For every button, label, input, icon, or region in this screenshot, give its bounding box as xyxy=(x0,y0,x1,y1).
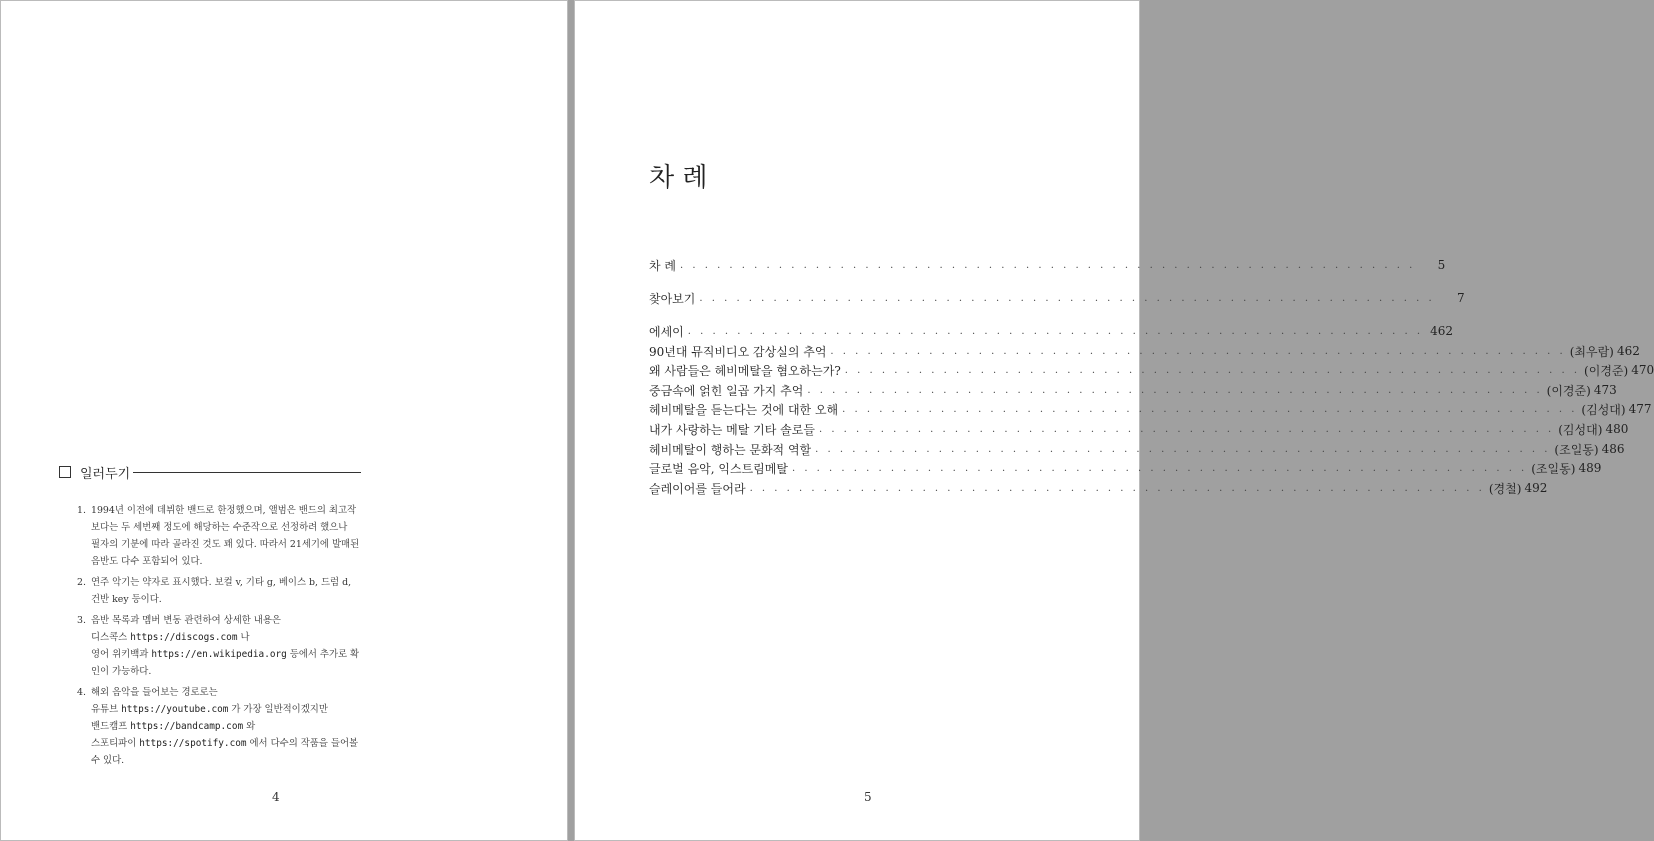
page-number-left: 4 xyxy=(272,790,280,804)
heading-rule xyxy=(133,472,361,473)
dot-leader: . . . . . . . . . . . . . . . . . . . . . . . . . . . . . . . . . . . . . . . . . . . . . . . . . . . . . . . . . . . . xyxy=(818,423,1555,435)
note-text-segment: 스포티파이 xyxy=(91,738,140,749)
note-text xyxy=(91,502,367,570)
toc-entry-author: (이경준) xyxy=(1546,383,1591,398)
notes-list xyxy=(77,502,367,773)
toc-entry[interactable] xyxy=(649,381,1617,399)
toc-entry[interactable] xyxy=(649,342,1640,360)
toc-entry-author: (조일동) xyxy=(1531,461,1576,476)
note-text xyxy=(91,574,367,608)
note-item xyxy=(77,502,367,570)
toc-entry-page: 492 xyxy=(1524,481,1548,495)
toc-entry[interactable] xyxy=(649,420,1629,438)
note-text-segment: 영어 위키백과 xyxy=(91,649,152,660)
toc-entry-author: (김성대) xyxy=(1558,422,1603,437)
note-line xyxy=(91,701,367,718)
toc-entry[interactable] xyxy=(649,459,1602,477)
note-line: 보다는 두 세번째 정도에 해당하는 수준작으로 선정하려 했으나 xyxy=(91,522,348,533)
toc-entry-page: 7 xyxy=(1457,291,1465,305)
note-line: 1994년 이전에 데뷔한 밴드로 한정했으며, 앨범은 밴드의 최고작 xyxy=(91,505,357,516)
note-text-segment: 나 xyxy=(237,632,250,643)
toc-entry-author: (최우람) xyxy=(1569,344,1614,359)
discogs-url: https://discogs.com xyxy=(130,632,238,643)
toc-title: 차 례 xyxy=(649,163,708,193)
note-number: 3. xyxy=(77,615,86,626)
toc-entry-title: 찾아보기 xyxy=(649,291,696,306)
toc-entry[interactable] xyxy=(649,479,1548,497)
toc-entry-page: 480 xyxy=(1605,422,1629,436)
toc-entry[interactable] xyxy=(649,440,1625,458)
toc-entry-author: (조일동) xyxy=(1554,442,1599,457)
dot-leader: . . . . . . . . . . . . . . . . . . . . . . . . . . . . . . . . . . . . . . . . . . . . . . . . . . . . . . . . . . . . xyxy=(680,259,1416,271)
wikipedia-url: https://en.wikipedia.org xyxy=(151,649,287,660)
toc-entry-title: 슬레이어를 들어라 xyxy=(649,481,746,496)
dot-leader: . . . . . . . . . . . . . . . . . . . . . . . . . . . . . . . . . . . . . . . . . . . . . . . . . . . . . . . . . . . . xyxy=(687,325,1424,337)
note-item xyxy=(77,574,367,608)
note-text xyxy=(91,684,367,769)
toc-entry-page: 462 xyxy=(1616,344,1640,358)
note-line xyxy=(91,646,367,663)
toc-entry-author: (경철) xyxy=(1488,481,1522,496)
note-line xyxy=(91,735,367,752)
toc-entry-page: 5 xyxy=(1437,258,1446,272)
toc-entry-page: 462 xyxy=(1430,324,1454,338)
note-line xyxy=(91,718,367,735)
note-number: 2. xyxy=(77,577,86,588)
toc-entry[interactable] xyxy=(649,361,1654,379)
note-item xyxy=(77,684,367,769)
note-line: 수 있다. xyxy=(91,755,125,766)
right-page xyxy=(574,0,1654,841)
toc-entry-title: 중금속에 얽힌 일곱 가지 추억 xyxy=(649,383,804,398)
dot-leader: . . . . . . . . . . . . . . . . . . . . . . . . . . . . . . . . . . . . . . . . . . . . . . . . . . . . . . . . . . . . xyxy=(844,364,1581,376)
toc-entry-page: 473 xyxy=(1593,383,1617,397)
dot-leader: . . . . . . . . . . . . . . . . . . . . . . . . . . . . . . . . . . . . . . . . . . . . . . . . . . . . . . . . . . . . xyxy=(815,443,1551,455)
left-page xyxy=(0,0,568,841)
toc-entry[interactable] xyxy=(649,256,1446,274)
toc-entry-title: 내가 사랑하는 메탈 기타 솔로들 xyxy=(649,422,815,437)
toc-entry-title: 글로벌 음악, 익스트림메탈 xyxy=(649,461,788,476)
toc-entry-title: 90년대 뮤직비디오 감상실의 추억 xyxy=(649,344,827,359)
note-text-segment: 밴드캠프 xyxy=(91,721,131,732)
note-line: 음반 목록과 멤버 변동 관련하여 상세한 내용은 xyxy=(91,615,281,626)
spotify-url: https://spotify.com xyxy=(139,738,247,749)
toc-entry-author: (이경준) xyxy=(1584,363,1629,378)
note-text-segment: 등에서 추가로 확 xyxy=(286,649,360,660)
note-text-segment: 디스콕스 xyxy=(91,632,131,643)
toc-entry-title: 헤비메탈이 행하는 문화적 역할 xyxy=(649,442,812,457)
dot-leader: . . . . . . . . . . . . . . . . . . . . . . . . . . . . . . . . . . . . . . . . . . . . . . . . . . . . . . . . . . . . xyxy=(807,384,1543,396)
note-line xyxy=(91,629,367,646)
note-line: 인이 가능하다. xyxy=(91,666,152,677)
note-text-segment: 가 가장 일반적이겠지만 xyxy=(228,704,328,715)
toc-entry-title: 차 례 xyxy=(649,258,676,273)
note-number: 1. xyxy=(77,505,86,516)
note-text xyxy=(91,612,367,680)
note-text-segment: 에서 다수의 작품을 들어볼 xyxy=(246,738,359,749)
dot-leader: . . . . . . . . . . . . . . . . . . . . . . . . . . . . . . . . . . . . . . . . . . . . . . . . . . . . . . . . . . . . xyxy=(830,345,1566,357)
note-number: 4. xyxy=(77,687,86,698)
note-line: 건반 key 등이다. xyxy=(91,594,162,605)
note-line: 연주 악기는 약자로 표시했다. 보컬 v, 기타 g, 베이스 b, 드럼 d, xyxy=(91,577,352,588)
toc-entry-page: 477 xyxy=(1628,402,1652,416)
dot-leader: . . . . . . . . . . . . . . . . . . . . . . . . . . . . . . . . . . . . . . . . . . . . . . . . . . . . . . . . . . . . xyxy=(749,482,1485,494)
youtube-url: https://youtube.com xyxy=(121,704,229,715)
toc-entry-title: 헤비메탈을 듣는다는 것에 대한 오해 xyxy=(649,402,839,417)
page-number-right: 5 xyxy=(864,790,872,804)
toc-entry[interactable] xyxy=(649,400,1652,418)
toc-entry-page: 489 xyxy=(1578,461,1602,475)
note-line: 해외 음악을 들어보는 경로로는 xyxy=(91,687,218,698)
note-item xyxy=(77,612,367,680)
dot-leader: . . . . . . . . . . . . . . . . . . . . . . . . . . . . . . . . . . . . . . . . . . . . . . . . . . . . . . . . . . . . xyxy=(791,462,1528,474)
note-line: 음반도 다수 포함되어 있다. xyxy=(91,556,203,567)
toc-entry[interactable] xyxy=(649,322,1454,340)
toc-entry[interactable] xyxy=(649,289,1465,307)
toc-entry-page: 470 xyxy=(1631,363,1654,377)
bandcamp-url: https://bandcamp.com xyxy=(130,721,244,732)
notes-heading xyxy=(59,463,361,481)
toc-entry-author: (김성대) xyxy=(1581,402,1626,417)
dot-leader: . . . . . . . . . . . . . . . . . . . . . . . . . . . . . . . . . . . . . . . . . . . . . . . . . . . . . . . . . . . . xyxy=(699,292,1435,304)
note-text-segment: 유튜브 xyxy=(91,704,122,715)
note-line: 필자의 기분에 따라 골라진 것도 꽤 있다. 따라서 21세기에 발매된 xyxy=(91,539,360,550)
toc-entry-title: 왜 사람들은 헤비메탈을 혐오하는가? xyxy=(649,363,841,378)
dot-leader: . . . . . . . . . . . . . . . . . . . . . . . . . . . . . . . . . . . . . . . . . . . . . . . . . . . . . . . . . . . . xyxy=(842,403,1578,415)
square-bullet-icon xyxy=(59,466,71,478)
note-text-segment: 와 xyxy=(243,721,256,732)
toc-entry-page: 486 xyxy=(1601,442,1625,456)
notes-title: 일러두기 xyxy=(80,466,131,482)
toc-entry-title: 에세이 xyxy=(649,324,684,339)
